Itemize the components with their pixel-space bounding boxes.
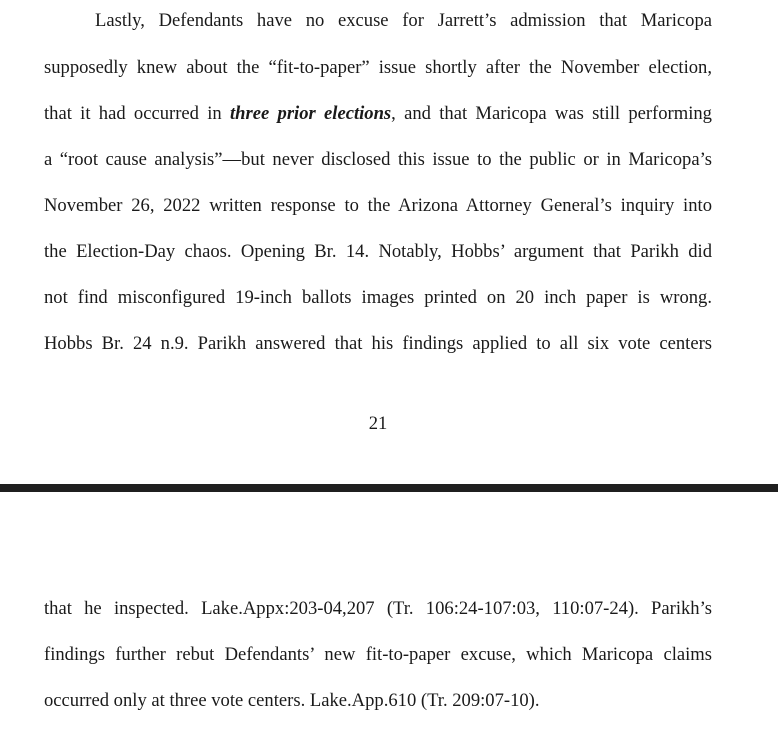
paragraph-line: findings further rebut Defendants’ new fit-to-paper excuse, which Maricopa claims [44,644,712,665]
paragraph-line [44,103,712,125]
page-divider [0,484,778,492]
paragraph-line: a “root cause analysis”—but never disclosed this issue to the public or in Maricopa’s [44,149,712,170]
paragraph-line: occurred only at three vote centers. Lake.App.610 (Tr. 209:07-10). [44,690,540,711]
line-text: , and that Maricopa was still performing [391,103,712,124]
paragraph-line: Hobbs Br. 24 n.9. Parikh answered that his findings applied to all six vote centers [44,333,712,354]
line-text: that it had occurred in [44,103,230,124]
page-number: 21 [368,413,388,434]
document-page-lower [0,492,778,730]
paragraph-line: that he inspected. Lake.Appx:203-04,207 (Tr. 106:24-107:03, 110:07-24). Parikh’s [44,598,712,619]
paragraph-line: November 26, 2022 written response to the Arizona Attorney General’s inquiry into [44,195,712,216]
emphasized-text: three prior elections [229,103,392,124]
paragraph-line: the Election-Day chaos. Opening Br. 14. Notably, Hobbs’ argument that Parikh did [44,241,712,262]
paragraph-line: not find misconfigured 19-inch ballots images printed on 20 inch paper is wrong. [44,287,712,308]
paragraph-line: Lastly, Defendants have no excuse for Jarrett’s admission that Maricopa [95,10,712,31]
paragraph-line: supposedly knew about the “fit-to-paper” issue shortly after the November election, [44,57,712,78]
